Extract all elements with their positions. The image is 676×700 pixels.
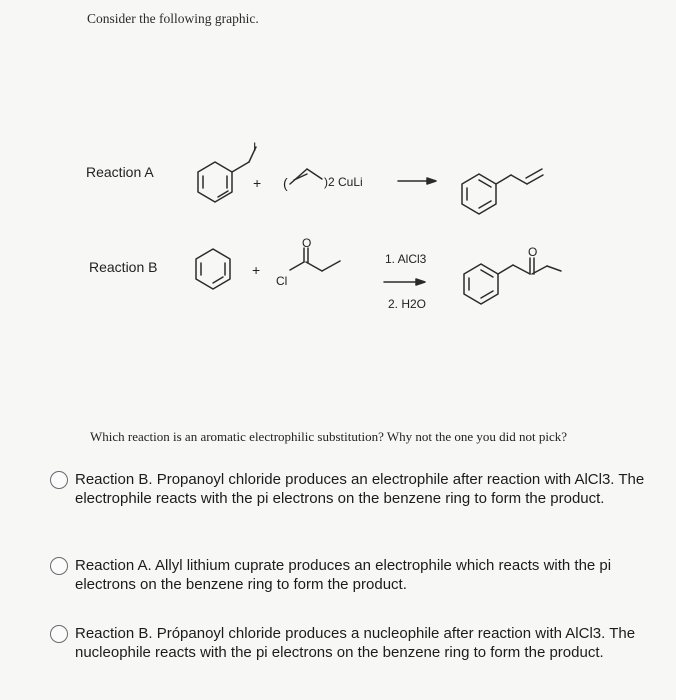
- reaction-b-plus: +: [252, 262, 261, 278]
- header-text: Consider the following graphic.: [87, 11, 259, 26]
- answer-option-1[interactable]: [50, 470, 650, 508]
- reaction-a-label: Reaction A: [86, 164, 154, 180]
- answer-option-3-text: Reaction B. Própanoyl chloride produces a nucleophile after reaction with AlCl3. The nucleophile reacts with the pi electrons on the benzene ring to form the product.: [75, 625, 636, 661]
- benzene-structure: [196, 249, 230, 289]
- propanoyl-chloride-structure: [290, 248, 340, 271]
- reaction-b-arrow: [384, 279, 425, 285]
- iodine-atom-label: I: [253, 140, 257, 154]
- answer-option-2[interactable]: [50, 556, 650, 594]
- reaction-a-plus: +: [253, 175, 262, 191]
- product-oxygen-atom-label: O: [528, 245, 538, 259]
- reaction-b-label: Reaction B: [89, 259, 158, 275]
- oxygen-atom-label: O: [302, 236, 312, 250]
- cuprate-reagent-label: )2 CuLi: [324, 175, 363, 189]
- question-text: Which reaction is an aromatic electrophilic substitution? Why not the one you did not pick?: [90, 429, 568, 444]
- reagent-step-2: 2. H2O: [388, 297, 427, 311]
- reaction-scheme-graphic: [0, 0, 676, 330]
- chlorine-atom-label: Cl: [276, 274, 288, 288]
- allyl-group-structure: [290, 169, 322, 184]
- iodobenzene-structure: [198, 147, 256, 202]
- radio-button-1[interactable]: [50, 471, 68, 489]
- reaction-a-open-paren: (: [283, 175, 288, 191]
- radio-button-2[interactable]: [50, 557, 68, 575]
- answer-option-3[interactable]: [50, 624, 650, 662]
- allylbenzene-structure: [462, 169, 543, 214]
- radio-button-3[interactable]: [50, 625, 68, 643]
- propiophenone-structure: [464, 258, 561, 304]
- answer-option-2-text: Reaction A. Allyl lithium cuprate produces an electrophile which reacts with the pi electrons on the benzene ring to form the product.: [75, 557, 612, 593]
- reagent-step-1: 1. AlCl3: [385, 252, 427, 266]
- reaction-a-arrow: [398, 178, 436, 184]
- answer-option-1-text: Reaction B. Propanoyl chloride produces an electrophile after reaction with AlCl3. The electrophile reacts with the pi electrons on the benzene ring to form the product.: [75, 471, 645, 507]
